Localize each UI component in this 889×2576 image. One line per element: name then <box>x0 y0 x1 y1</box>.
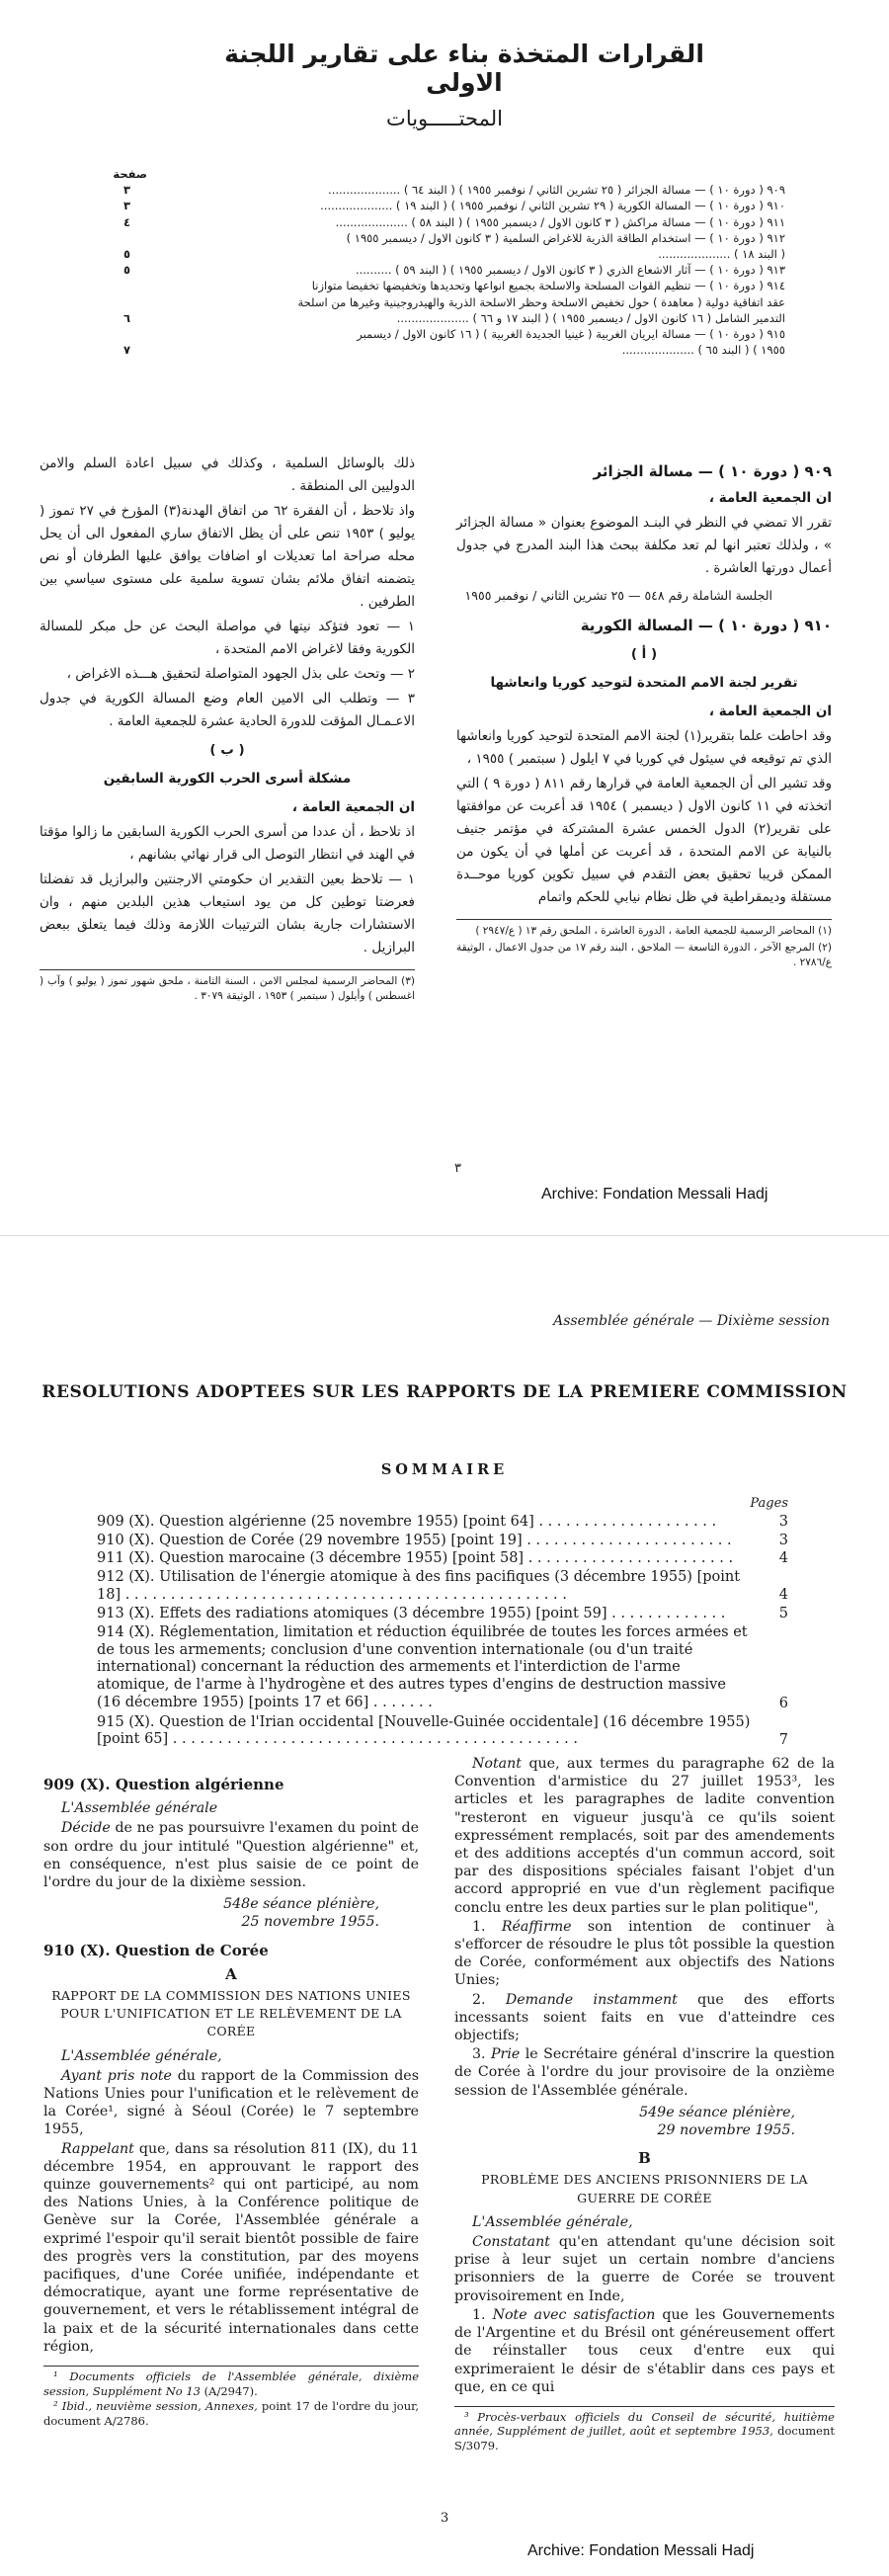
arabic-section-title-b: مشكلة أسرى الحرب الكورية السابقين <box>103 771 352 787</box>
assembly-label: L'Assemblée générale, <box>61 2047 222 2064</box>
sommaire-heading: SOMMAIRE <box>380 1461 509 1478</box>
arabic-toc-row: عقد اتفاقية دولية ( معاهدة ) حول تخفيض الاسلحة وحظر الاسلحة الذرية والهيدروجينية وغيرها من اسلحة <box>297 294 785 309</box>
arabic-section-letter-b: ( ب ) <box>209 742 245 758</box>
french-toc-row: 914 (X). Réglementation, limitation et réduction équilibrée de toutes les forces armées et de tous les armements; conclusion d'une convention internationale (ou d'un traité international) concernant la réduction des armements et l'interdiction de l'arme atomique, de l'arme à l'hydrogène et des autres types d'engins de destruction massive (16 décembre 1955) [points 17 et 66] . . . . . . . 6 <box>97 1623 788 1711</box>
footnote: ² Ibid., neuvième session, Annexes, point 17 de l'ordre du jour, document A/2786. <box>43 2399 419 2428</box>
assembly-label: L'Assemblée générale <box>61 1800 218 1817</box>
french-toc <box>97 1495 788 1750</box>
arabic-paragraph: ٣ — وتطلب الى الامين العام وضع المسالة الكورية في جدول الاعـمـال المؤقت للدورة الحادية عشرة للجمعية العامة . <box>40 691 415 729</box>
arabic-footnote: (١) المحاضر الرسمية للجمعية العامة ، الدورة العاشرة ، الملحق رقم ١٣ ( ع/٢٩٤٧ ) <box>475 925 832 937</box>
numbered-item: 1. Réaffirme son intention de continuer à s'efforcer de résoudre le plus tôt possible la question de Corée, conformément aux objectifs des Nations Unies; <box>454 1918 835 1989</box>
arabic-toc-row: ٩١٠ ( دورة ١٠ ) — المسالة الكورية ( ٢٩ تشرين الثاني / نوفمبر ١٩٥٥ ) ( البند ١٩ ) .................... ٣ <box>123 199 785 213</box>
french-toc-row: 909 (X). Question algérienne (25 novembre 1955) [point 64] . . . . . . . . . . . . . . . . . . . . 3 <box>97 1513 788 1530</box>
arabic-page-number: ٣ <box>454 1161 461 1176</box>
footnote: ³ Procès-verbaux officiels du Conseil de sécurité, huitième année, Supplément de juillet, août et septembre 1953, document S/3079. <box>454 2409 835 2452</box>
arabic-toc-row: التدمير الشامل ( ١٦ كانون الاول / ديسمبر ١٩٥٥ ) ( البند ١٧ و ٦٦ ) .................... ٦ <box>123 310 785 325</box>
section-title-a: RAPPORT DE LA COMMISSION DES NATIONS UNIES POUR L'UNIFICATION ET LE RELÈVEMENT DE LA CORÉE <box>51 1988 411 2039</box>
arabic-paragraph: ١ — تعود فتؤكد نيتها في مواصلة البحث عن حل مبكر للمسالة الكورية وفقا لاغراض الامم المتحدة ، <box>40 619 415 657</box>
arabic-heading-910: ٩١٠ ( دورة ١٠ ) — المسالة الكورية <box>580 617 832 634</box>
french-right-column <box>454 1755 835 2453</box>
arabic-page-column-label: صفحة <box>113 167 147 181</box>
footnotes <box>454 2406 835 2453</box>
footnote: ¹ Documents officiels de l'Assemblée générale, dixième session, Supplément No 13 (A/2947). <box>43 2369 419 2398</box>
arabic-right-column <box>456 453 832 972</box>
heading-909: 909 (X). Question algérienne <box>43 1776 284 1793</box>
pages-column-label: Pages <box>750 1496 788 1511</box>
arabic-paragraph: وقد تشير الى أن الجمعية العامة في قرارها رقم ٨١١ ( دورة ٩ ) التي اتخذته في ١١ كانون الاول ( ديسمبر ) ١٩٥٤ قد أعربت عن موافقتها على تقرير(٢) الدول الخمس عشرة المشتركة في مؤتمر جنيف بالنيابة عن الامم المتحدة ، قد أعربت عن أملها في أن يكون من الممكن قريبا تحقيق بعض التقدم في سبيل تكوين كوريا موحــدة مستقلة وديمقراطية في ظل نظام نيابي للحكم واتمام <box>456 776 833 905</box>
arabic-footnote: (٢) المرجع الآخر ، الدورة التاسعة — الملاحق ، البند رقم ١٧ من جدول الاعمال ، الوثيقة ع/٢٧٨٦ . <box>456 942 833 968</box>
arabic-contents-heading: المحتـــــويات <box>386 107 503 130</box>
french-toc-row: 915 (X). Question de l'Irian occidental [Nouvelle-Guinée occidentale] (16 décembre 1955) [point 65] . . . . . . . . . . . . . . . . . . . . . . . . . . . . . . . . . . . . . . . . . . . . . 7 <box>97 1713 788 1748</box>
numbered-item: 1. Note avec satisfaction que les Gouvernements de l'Argentine et du Brésil ont généreusement offert de réinstaller tous ceux d'entre eux qui exprimeraient le désir de s'établir dans ces pays et que, en ce qui <box>454 2306 835 2395</box>
section-letter-b: B <box>638 2149 651 2168</box>
arabic-toc-row: ٩١٤ ( دورة ١٠ ) — تنظيم القوات المسلحة والاسلحة بجميع انواعها وتحديدها وتخفيضها تخفيضا متوازنا <box>311 279 785 293</box>
section-letter-a: A <box>225 1964 237 1983</box>
numbered-item: 3. Prie le Secrétaire général d'inscrire la question de Corée à l'ordre du jour provisoire de la onzième session de l'Assemblée générale. <box>454 2046 836 2099</box>
arabic-toc-row: ١٩٥٥ ) ( البند ٦٥ ) .................... ٧ <box>123 343 785 358</box>
paragraph: Constatant qu'en attendant qu'une décision soit prise à leur sujet un certain nombre d'anciens prisonniers de la guerre de Corée se trouvent provisoirement en Inde, <box>454 2234 835 2304</box>
arabic-toc-row: ٩١٣ ( دورة ١٠ ) — آثار الاشعاع الذري ( ٣ كانون الاول / ديسمبر ١٩٥٥ ) ( البند ٥٩ ) .......... ٥ <box>123 263 785 278</box>
arabic-footnote: (٣) المحاضر الرسمية لمجلس الامن ، السنة الثامنة ، ملحق شهور تموز ( يوليو ) وآب ( اغسطس ) وأيلول ( سبتمبر ) ١٩٥٣ ، الوثيقة ٣٠٧٩ . <box>40 975 415 1002</box>
heading-910: 910 (X). Question de Corée <box>43 1941 269 1959</box>
paragraph: Ayant pris note du rapport de la Commission des Nations Unies pour l'unification et le relèvement de la Corée¹, signé à Séoul (Corée) le 7 septembre 1955, <box>43 2067 419 2138</box>
session-note: 549e séance plénière, 29 novembre 1955. <box>639 2104 795 2139</box>
arabic-title: القرارات المتخذة بناء على تقارير اللجنة الاولى <box>224 40 704 97</box>
arabic-assembly-label: ان الجمعية العامة ، <box>708 490 832 506</box>
footnotes <box>43 2366 419 2428</box>
arabic-toc-row: ٩١١ ( دورة ١٠ ) — مسالة مراكش ( ٣ كانون الاول / ديسمبر ١٩٥٥ ) ( البند ٥٨ ) .................... ٤ <box>123 214 785 229</box>
arabic-toc-row: ٩١٢ ( دورة ١٠ ) — استخدام الطاقة الذرية للاغراض السلمية ( ٣ كانون الاول / ديسمبر ١٩٥٥ ) <box>346 230 785 245</box>
french-title: RESOLUTIONS ADOPTEES SUR LES RAPPORTS DE LA PREMIERE COMMISSION <box>41 1382 848 1402</box>
arabic-toc-row: ٩٠٩ ( دورة ١٠ ) — مسالة الجزائر ( ٢٥ تشرين الثاني / نوفمبر ١٩٥٥ ) ( البند ٦٤ ) .................... ٣ <box>123 183 785 198</box>
arabic-session-note: الجلسة الشاملة رقم ٥٤٨ — ٢٥ تشرين الثاني / نوفمبر ١٩٥٥ <box>464 588 772 603</box>
archive-label: Archive: Fondation Messali Hadj <box>527 2542 755 2559</box>
french-toc-row: 912 (X). Utilisation de l'énergie atomique à des fins pacifiques (3 décembre 1955) [point 18] . . . . . . . . . . . . . . . . . . . . . . . . . . . . . . . . . . . . . . . . . . . . . . . . . 4 <box>97 1569 788 1604</box>
assembly-label: L'Assemblée générale, <box>472 2213 633 2230</box>
french-toc-row: 913 (X). Effets des radiations atomiques (3 décembre 1955) [point 59] . . . . . . . . . . . . . 5 <box>97 1605 788 1621</box>
arabic-paragraph: ١ — تلاحظ بعين التقدير ان حكومتي الارجنتين والبرازيل قد تفضلتا فعرضتا توطين كل من يود استيعاب هذين البلدين منهم ، وان الاستشارات جارية بشان الترتيبات اللازمة وذلك فيما يتعلق ببعض البرازيل . <box>40 872 415 956</box>
arabic-footnotes <box>456 919 832 970</box>
arabic-paragraph: اذ تلاحظ ، أن عددا من أسرى الحرب الكورية السابقين ما زالوا مؤقتا في الهند في انتظار التوصل الى قرار نهائي بشانهم ، <box>40 824 415 863</box>
arabic-paragraph: واذ تلاحظ ، أن الفقرة ٦٢ من اتفاق الهدنة(٣) المؤرخ في ٢٧ تموز ( يوليو ) ١٩٥٣ تنص على أن يظل الاتفاق ساري المفعول الى أن يحل محله صراحة اما تعديلات او اضافات يوافق عليها الطرفان أو نص يتضمنه اتفاق ملائم بشان تسوية سلمية على مستوى سياسي بين الطرفين . <box>40 503 416 610</box>
archive-label: Archive: Fondation Messali Hadj <box>541 1186 768 1203</box>
arabic-toc-row: ٩١٥ ( دورة ١٠ ) — مسالة ايريان الغربية ( غينيا الجديدة الغربية ) ( ١٦ كانون الاول / ديسمبر <box>357 327 785 342</box>
paragraph: Notant que, aux termes du paragraphe 62 de la Convention d'armistice du 27 juillet 1953³, les articles et les paragraphes de ladite convention "resteront en vigueur jusqu'à ce qu'ils soient expressément remplacés, soit par des amendements et des additions acceptés d'un commun accord, soit par des dispositions spéciales faisant l'objet d'un accord approprié en vue d'un règlement pacifique conclu entre les deux parties sur le plan politique", <box>454 1756 835 1916</box>
arabic-assembly-label: ان الجمعية العامة ، <box>708 704 832 719</box>
arabic-heading-909: ٩٠٩ ( دورة ١٠ ) — مسالة الجزائر <box>593 462 832 480</box>
arabic-toc-row: ( البند ١٨ ) .................... ٥ <box>123 247 785 262</box>
arabic-paragraph: تقرر الا تمضي في النظر في البنـد الموضوع بعنوان « مسالة الجزائر » ، ولذلك تعتبر انها لم تعد مكلفة ببحث هذا البند المدرج في جدول أعمال دورتها العاشرة . <box>456 515 832 576</box>
arabic-paragraph: ٢ — وتحث على بذل الجهود المتواصلة لتحقيق هـــذه الاغراض ، <box>66 666 415 682</box>
arabic-paragraph: وقد احاطت علما بتقرير(١) لجنة الامم المتحدة لتوحيد كوريا وانعاشها الذي تم توقيعه في سيئول في كوريا في ٧ ايلول ( سبتمبر ) ١٩٥٥ ، <box>456 728 833 767</box>
arabic-assembly-label: ان الجمعية العامة ، <box>291 799 415 815</box>
running-header: Assemblée générale — Dixième session <box>553 1313 830 1329</box>
french-toc-row: 911 (X). Question marocaine (3 décembre 1955) [point 58] . . . . . . . . . . . . . . . . . . . . . . . 4 <box>97 1550 788 1567</box>
section-title-b: PROBLÈME DES ANCIENS PRISONNIERS DE LA GUERRE DE CORÉE <box>481 2172 808 2205</box>
arabic-footnotes <box>40 969 415 1004</box>
numbered-item: 2. Demande instamment que des efforts incessants soient faits en vue d'atteindre ces objectifs; <box>454 1991 835 2044</box>
paragraph: Décide de ne pas poursuivre l'examen du point de son ordre du jour intitulé "Question algérienne" et, en conséquence, n'est plus saisie de ce point de l'ordre du jour de la dixième session. <box>43 1820 419 1891</box>
french-page-number: 3 <box>441 2511 449 2526</box>
french-toc-row: 910 (X). Question de Corée (29 novembre 1955) [point 19] . . . . . . . . . . . . . . . . . . . . . . . 3 <box>97 1532 788 1548</box>
arabic-paragraph: ذلك بالوسائل السلمية ، وكذلك في سبيل اعادة السلم والامن الدوليين الى المنطقة . <box>40 456 415 494</box>
paragraph: Rappelant que, dans sa résolution 811 (IX), du 11 décembre 1954, en approuvant le rapport des quinze gouvernements² qui ont participé, au nom des Nations Unies, à la Conférence politique de Genève sur la Corée, l'Assemblée générale a exprimé l'espoir qu'il serait bientôt possible de faire des progrès vers la constitution, par des moyens pacifiques, d'une Corée unifiée, indépendante et démocratique, ayant une forme représentative de gouvernement, et vers le rétablissement intégral de la paix et de la sécurité internationales dans cette région, <box>43 2140 419 2355</box>
session-note: 548e séance plénière, 25 novembre 1955. <box>223 1896 379 1931</box>
arabic-section-letter-a: ( أ ) <box>630 646 658 662</box>
french-page <box>0 1235 889 2576</box>
arabic-section-title-a: تقرير لجنة الامم المتحدة لتوحيد كوريا وانعاشها <box>490 675 798 691</box>
arabic-page <box>0 0 889 1235</box>
french-left-column <box>43 1768 419 2429</box>
arabic-left-column <box>40 453 415 1006</box>
arabic-toc <box>113 166 785 358</box>
